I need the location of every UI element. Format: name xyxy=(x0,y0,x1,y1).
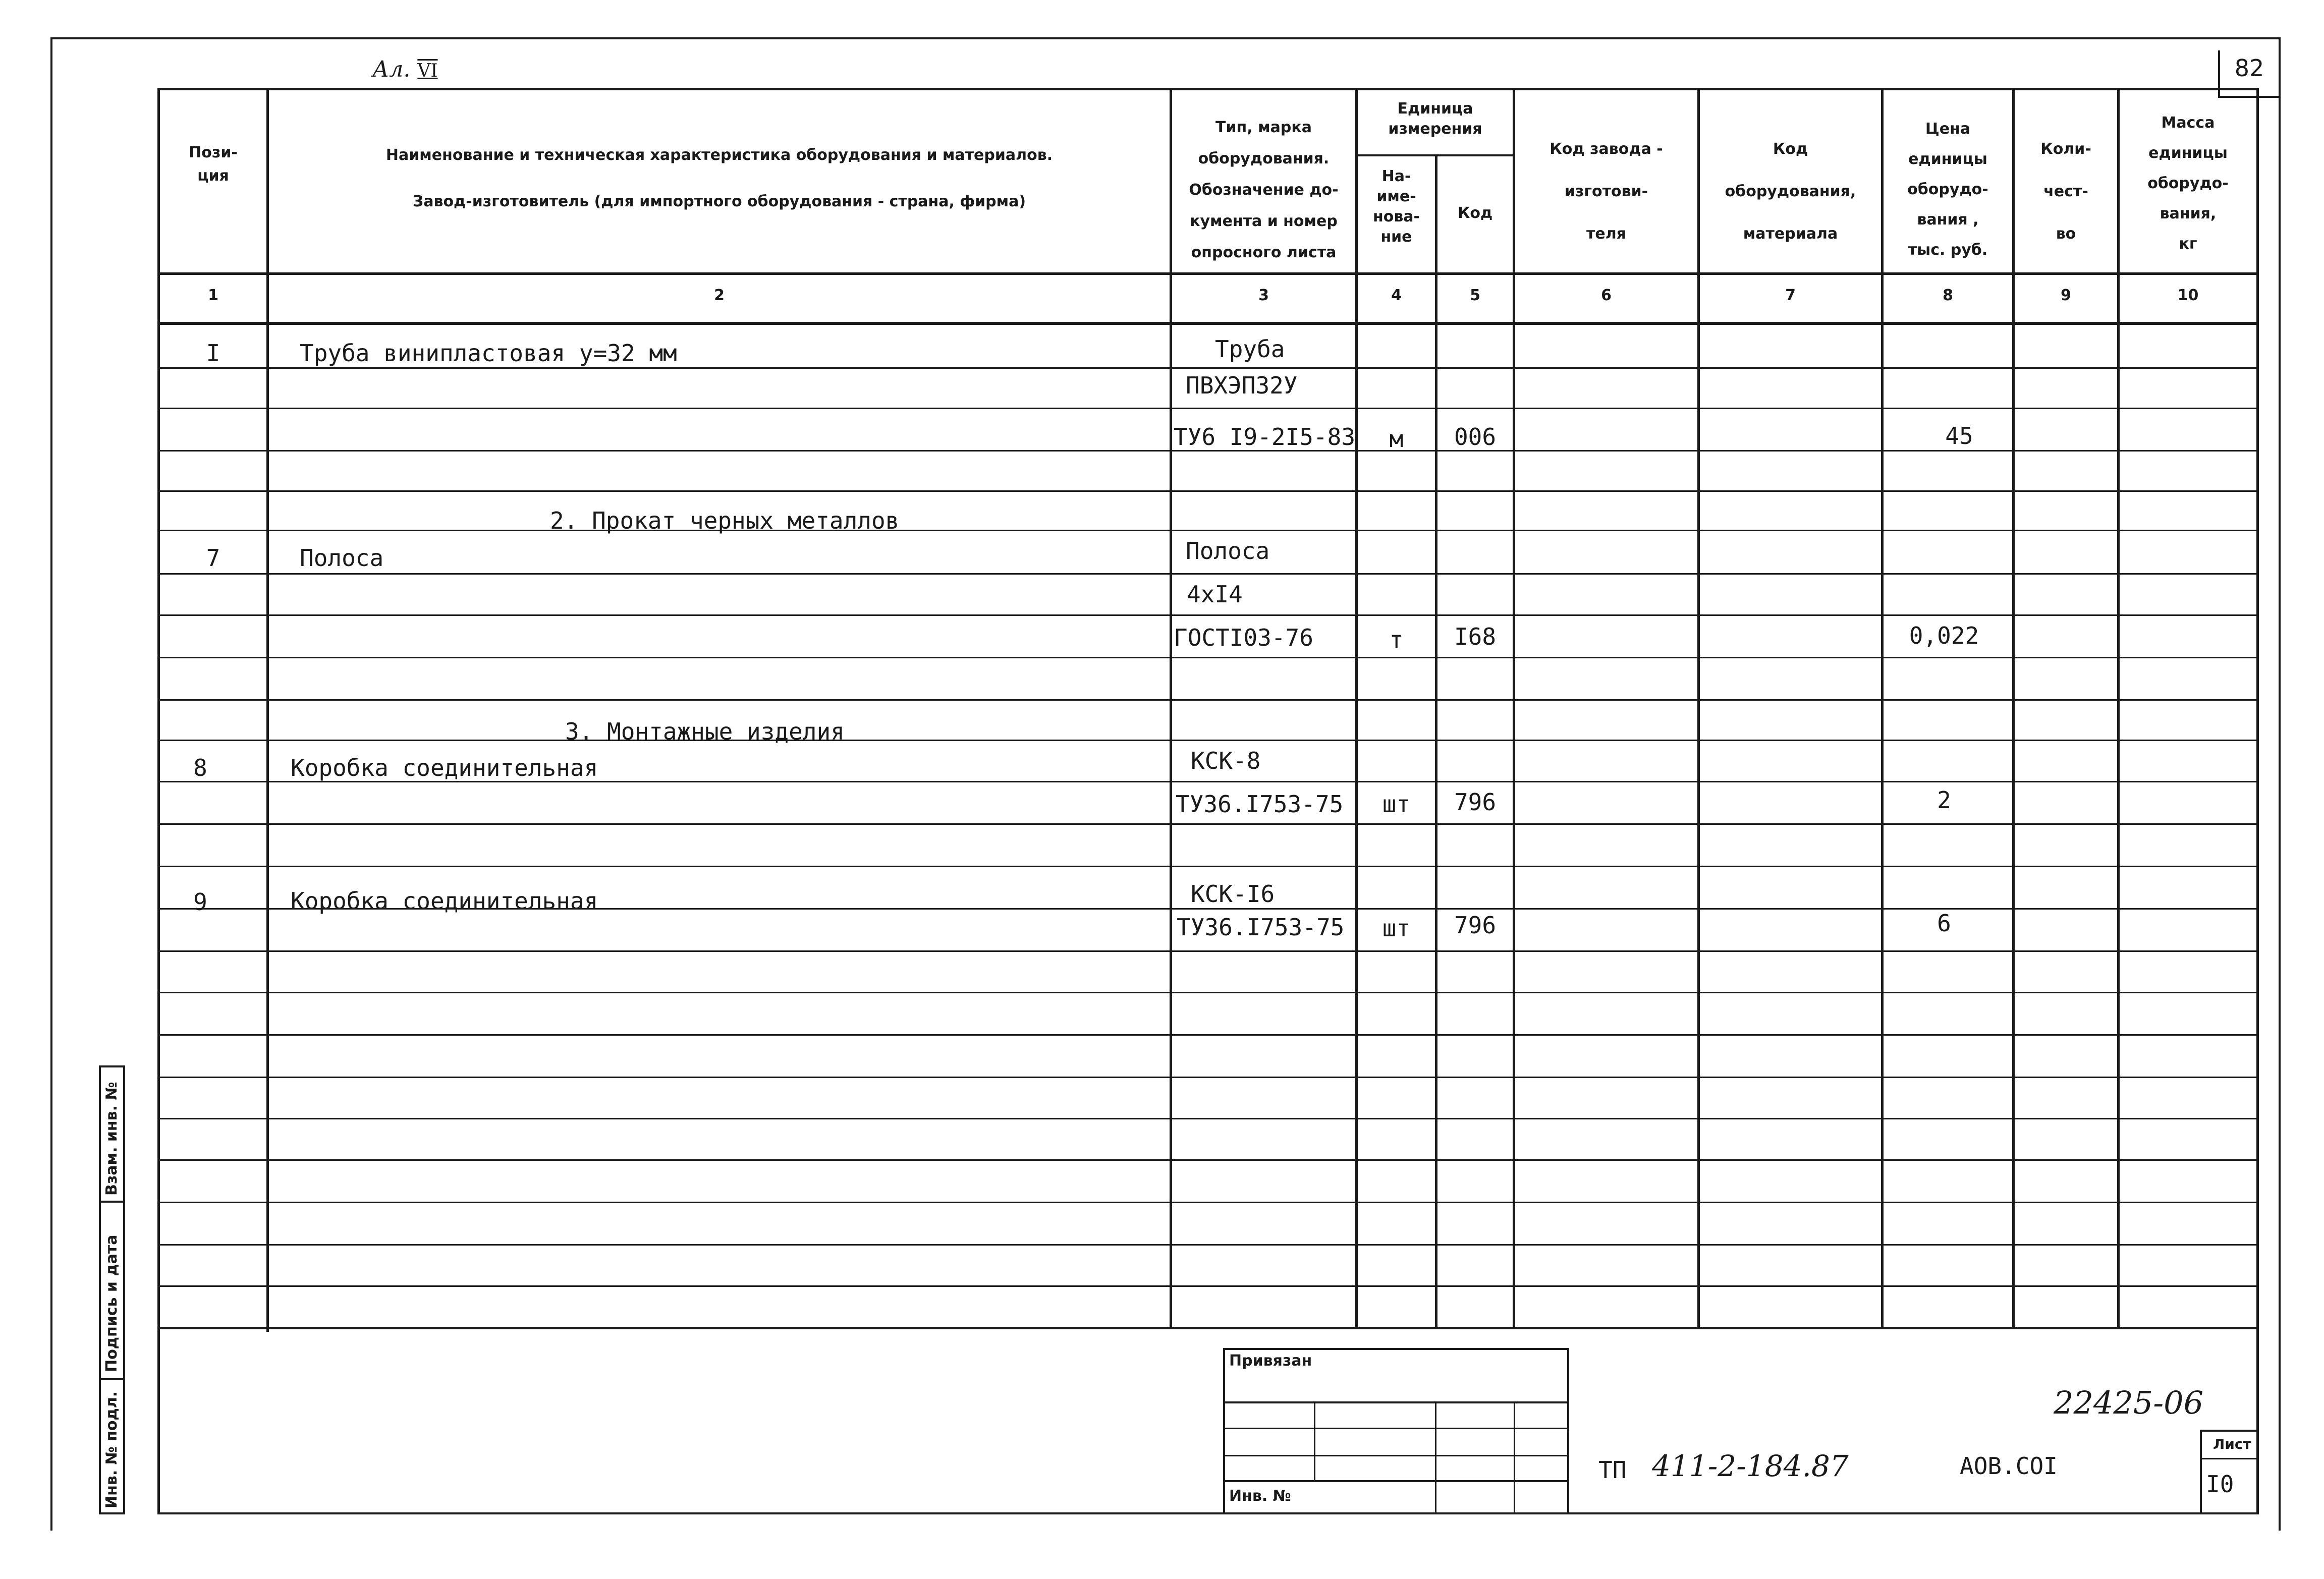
header-col-9: Коли- чест- во xyxy=(2040,140,2091,243)
col-number-4: 4 xyxy=(1391,287,1402,304)
cell-pos-r5: 7 xyxy=(206,544,220,572)
header-col-7: Код оборудования, материала xyxy=(1725,140,1856,243)
section-title-mounting: 3. Монтажные изделия xyxy=(565,718,845,745)
header-col-1: Пози- ция xyxy=(189,144,238,185)
table-row-rule xyxy=(160,1159,2256,1161)
sheet-number: I0 xyxy=(2206,1471,2234,1498)
drawing-mark: АОВ.COI xyxy=(1960,1452,2058,1480)
table-row-rule xyxy=(160,1202,2256,1203)
col-sep-3-4 xyxy=(1355,88,1358,1327)
table-row-rule xyxy=(160,408,2256,409)
header-col-8: Цена единицы оборудо- вания , тыс. руб. xyxy=(1907,120,1988,259)
table-left-border xyxy=(157,88,160,1332)
cell-type-r0: Труба xyxy=(1215,335,1285,363)
table-row-rule xyxy=(160,657,2256,658)
title-block-bottom xyxy=(157,1512,2258,1514)
side-stamp-vzam: Взам. инв. № xyxy=(103,1082,121,1196)
side-stamp-left xyxy=(99,1065,101,1514)
title-block-top xyxy=(157,1327,2258,1329)
side-stamp-top xyxy=(99,1065,125,1067)
col-number-3: 3 xyxy=(1258,287,1269,304)
cell-name-r0: Труба винипластовая у=32 мм xyxy=(300,340,677,367)
outer-frame-left xyxy=(50,37,52,1531)
header-col-10: Масса единицы оборудо- вания, кг xyxy=(2147,114,2229,253)
cell-pos-r0: I xyxy=(206,340,220,367)
col-sep-9-10 xyxy=(2117,88,2120,1327)
sheet-label: Лист xyxy=(2213,1436,2251,1452)
privyazan-row-1 xyxy=(1223,1401,1569,1403)
table-row-rule xyxy=(160,614,2256,616)
col-sep-2-3 xyxy=(1170,88,1172,1327)
outer-frame-top xyxy=(50,37,2281,39)
header-col-6: Код завода - изготови- теля xyxy=(1550,140,1663,243)
cell-unit-r11: шт xyxy=(1382,791,1411,818)
privyazan-row-4 xyxy=(1223,1480,1569,1482)
cell-type-r10: КСК-8 xyxy=(1191,747,1261,774)
cell-type-r2: ТУ6 I9-2I5-83 xyxy=(1174,423,1356,450)
page-number: 82 xyxy=(2234,54,2264,82)
table-right-border xyxy=(2256,88,2259,1332)
cell-price-r7: 0,022 xyxy=(1909,622,1979,649)
table-row-rule xyxy=(160,699,2256,701)
sheet-box-mid xyxy=(2200,1458,2258,1459)
sheet-box-top xyxy=(2200,1430,2258,1432)
col-number-7: 7 xyxy=(1785,287,1796,304)
col-number-10: 10 xyxy=(2177,287,2199,304)
cell-price-r2: 45 xyxy=(1945,422,1973,449)
col-number-2: 2 xyxy=(714,287,725,304)
cell-type-r6: 4хI4 xyxy=(1187,581,1243,608)
privyazan-col-2 xyxy=(1435,1401,1436,1513)
table-row-rule xyxy=(160,1034,2256,1036)
cell-type-r13: КСК-I6 xyxy=(1191,880,1275,908)
col-number-6: 6 xyxy=(1601,287,1612,304)
col-sep-6-7 xyxy=(1697,88,1700,1327)
album-label xyxy=(372,57,438,82)
title-block-right xyxy=(2256,1327,2259,1514)
header-col-3: Тип, марка оборудования. Обозначение до- кумента и номер опросного листа xyxy=(1189,119,1339,261)
side-stamp-bottom xyxy=(99,1512,125,1514)
table-row-rule xyxy=(160,1118,2256,1119)
outer-frame-right xyxy=(2279,37,2281,1531)
table-row-rule xyxy=(160,992,2256,993)
cell-code-r2: 006 xyxy=(1454,423,1497,450)
header-col-4: На- име- нова- ние xyxy=(1372,167,1420,246)
album-number: VI xyxy=(417,61,438,81)
header-col-2: Наименование и техническая характеристика оборудования и материалов. Завод-изготовитель (для импортного оборудования - страна, фирма) xyxy=(385,146,1053,210)
cell-price-r11: 2 xyxy=(1937,786,1951,814)
col-sep-7-8 xyxy=(1881,88,1884,1327)
cell-code-r11: 796 xyxy=(1454,788,1497,816)
header-col-5: Код xyxy=(1457,204,1493,222)
privyazan-label: Привязан xyxy=(1229,1352,1312,1370)
cell-name-r13: Коробка соединительная xyxy=(291,887,598,915)
table-row-rule xyxy=(160,367,2256,369)
unit-group-divider xyxy=(1355,154,1515,156)
table-row-rule xyxy=(160,530,2256,531)
cell-unit-r14: шт xyxy=(1382,915,1411,942)
cell-type-r14: ТУ36.I753-75 xyxy=(1177,914,1345,941)
table-row-rule xyxy=(160,573,2256,575)
project-code: 411-2-184.87 xyxy=(1652,1449,1849,1483)
cell-code-r14: 796 xyxy=(1454,912,1497,939)
inv-no-label: Инв. № xyxy=(1229,1487,1291,1505)
cell-code-r7: I68 xyxy=(1454,623,1497,650)
table-row-rule xyxy=(160,823,2256,825)
table-row-rule xyxy=(160,1244,2256,1246)
header-unit-group: Единица измерения xyxy=(1388,100,1482,138)
col-number-9: 9 xyxy=(2061,287,2071,304)
album-label-text: Ал. xyxy=(372,57,411,82)
cell-type-r11: ТУ36.I753-75 xyxy=(1176,791,1344,818)
privyazan-col-1 xyxy=(1314,1401,1315,1482)
section-title-metals: 2. Прокат черных металлов xyxy=(550,507,900,534)
cell-unit-r7: т xyxy=(1389,626,1404,653)
cell-price-r14: 6 xyxy=(1937,910,1951,937)
privyazan-col-3 xyxy=(1514,1401,1515,1513)
cell-name-r10: Коробка соединительная xyxy=(291,754,598,781)
table-row-rule xyxy=(160,740,2256,741)
table-row-rule xyxy=(160,950,2256,952)
col-sep-1-2 xyxy=(266,88,269,1332)
table-top-border xyxy=(157,88,2258,90)
cell-pos-r13: 9 xyxy=(193,888,207,916)
project-prefix: ТП xyxy=(1598,1456,1627,1484)
col-number-1: 1 xyxy=(208,287,218,304)
privyazan-box-left xyxy=(1223,1348,1225,1513)
cell-unit-r2: м xyxy=(1389,425,1404,453)
cell-name-r5: Полоса xyxy=(300,544,384,572)
col-number-5: 5 xyxy=(1470,287,1480,304)
side-stamp-podpis: Подпись и дата xyxy=(103,1234,121,1372)
side-stamp-inv-podl: Инв. № подл. xyxy=(103,1391,121,1508)
side-stamp-sep-2 xyxy=(99,1378,125,1380)
privyazan-row-2 xyxy=(1223,1428,1569,1429)
sheet-box-left xyxy=(2200,1430,2202,1514)
table-header-bottom xyxy=(157,272,2258,275)
page-number-box-bottom xyxy=(2218,96,2281,98)
table-number-row-bottom xyxy=(157,322,2258,325)
side-stamp-sep-1 xyxy=(99,1201,125,1203)
table-row-rule xyxy=(160,1077,2256,1078)
col-sep-8-9 xyxy=(2012,88,2015,1327)
handwritten-number: 22425-06 xyxy=(2054,1384,2204,1421)
privyazan-row-3 xyxy=(1223,1455,1569,1456)
col-number-8: 8 xyxy=(1943,287,1953,304)
cell-pos-r10: 8 xyxy=(193,754,207,781)
cell-type-r1: ПВХЭП32У xyxy=(1186,372,1298,399)
title-block-left xyxy=(157,1327,160,1514)
table-row-rule xyxy=(160,490,2256,492)
cell-type-r7: ГОСТI03-76 xyxy=(1174,624,1313,651)
col-sep-4-5 xyxy=(1435,155,1437,1327)
cell-type-r5: Полоса xyxy=(1186,537,1270,565)
col-sep-5-6 xyxy=(1513,88,1515,1327)
table-row-rule xyxy=(160,1285,2256,1287)
privyazan-box-right xyxy=(1567,1348,1569,1513)
side-stamp-right xyxy=(123,1065,125,1514)
table-row-rule xyxy=(160,866,2256,867)
privyazan-box-top xyxy=(1223,1348,1569,1350)
